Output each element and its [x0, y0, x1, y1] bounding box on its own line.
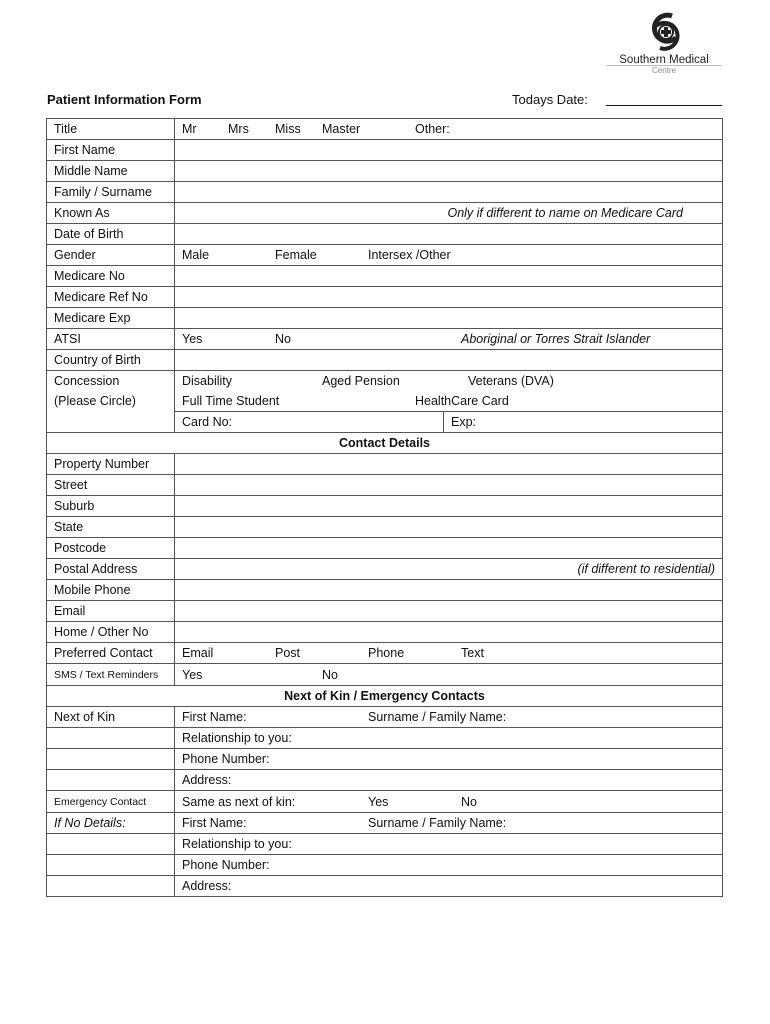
known-as-label: Known As — [47, 203, 175, 224]
emergency-address-label: Address: — [182, 879, 232, 893]
preferred-options[interactable] — [175, 643, 723, 664]
suburb-label: Suburb — [47, 496, 175, 517]
kin-heading: Next of Kin / Emergency Contacts — [47, 686, 723, 707]
first-name-label: First Name — [47, 140, 175, 161]
option-disability[interactable]: Disability — [182, 374, 233, 388]
middle-name-field[interactable] — [175, 161, 723, 182]
logo-name: Southern Medical — [619, 54, 709, 66]
medicare-ref-row — [47, 287, 723, 308]
emergency-option-yes[interactable]: Yes — [368, 795, 389, 809]
postal-label: Postal Address — [47, 559, 175, 580]
dob-row — [47, 224, 723, 245]
street-label: Street — [47, 475, 175, 496]
emergency-same-field[interactable] — [175, 791, 723, 813]
emergency-option-no[interactable]: No — [461, 795, 477, 809]
family-name-row — [47, 182, 723, 203]
emergency-label: Emergency Contact — [54, 796, 147, 808]
mobile-field[interactable] — [175, 580, 723, 601]
first-name-row — [47, 140, 723, 161]
kin-address-field[interactable] — [175, 770, 723, 791]
postal-row — [47, 559, 723, 580]
home-label: Home / Other No — [47, 622, 175, 643]
emergency-same-label: Same as next of kin: — [182, 795, 296, 809]
concession-row-2 — [47, 391, 723, 412]
atsi-label: ATSI — [47, 329, 175, 350]
kin-phone-label: Phone Number: — [182, 752, 270, 766]
state-row — [47, 517, 723, 538]
medicare-no-label: Medicare No — [47, 266, 175, 287]
property-field[interactable] — [175, 454, 723, 475]
contact-heading-row — [47, 433, 723, 454]
home-row — [47, 622, 723, 643]
option-post[interactable]: Post — [275, 646, 301, 660]
option-aged-pension[interactable]: Aged Pension — [322, 374, 400, 388]
kin-spacer-2 — [47, 749, 175, 770]
card-no-field[interactable] — [175, 412, 444, 432]
kin-relationship-label: Relationship to you: — [182, 731, 292, 745]
atsi-row — [47, 329, 723, 350]
street-field[interactable] — [175, 475, 723, 496]
email-label: Email — [47, 601, 175, 622]
card-exp-field[interactable] — [444, 412, 722, 432]
kin-relationship-field[interactable] — [175, 728, 723, 749]
gender-label: Gender — [47, 245, 175, 266]
middle-name-label: Middle Name — [47, 161, 175, 182]
property-row — [47, 454, 723, 475]
kin-relationship-row — [47, 728, 723, 749]
option-full-time-student[interactable]: Full Time Student — [182, 394, 280, 408]
atsi-options[interactable] — [175, 329, 723, 350]
suburb-row — [47, 496, 723, 517]
form-title: Patient Information Form — [47, 92, 202, 107]
kin-address-row — [47, 770, 723, 791]
known-as-row — [47, 203, 723, 224]
option-healthcare-card[interactable]: HealthCare Card — [415, 394, 509, 408]
postcode-label: Postcode — [47, 538, 175, 559]
gender-options[interactable] — [175, 245, 723, 266]
if-no-details-label: If No Details: — [47, 813, 175, 834]
medicare-exp-field[interactable] — [175, 308, 723, 329]
suburb-field[interactable] — [175, 496, 723, 517]
kin-phone-field[interactable] — [175, 749, 723, 770]
todays-date-field[interactable] — [606, 105, 722, 106]
option-email[interactable]: Email — [182, 646, 214, 660]
kin-spacer-3 — [47, 770, 175, 791]
state-label: State — [47, 517, 175, 538]
medicare-ref-field[interactable] — [175, 287, 723, 308]
family-name-label: Family / Surname — [47, 182, 175, 203]
kin-name-row — [47, 707, 723, 728]
email-field[interactable] — [175, 601, 723, 622]
sms-options[interactable] — [175, 664, 723, 686]
country-field[interactable] — [175, 350, 723, 371]
emergency-spacer-2 — [47, 855, 175, 876]
option-veterans[interactable]: Veterans (DVA) — [468, 374, 554, 388]
option-intersex[interactable]: Intersex /Other — [368, 248, 451, 262]
card-exp-label: Exp: — [451, 415, 477, 429]
mobile-row — [47, 580, 723, 601]
kin-label: Next of Kin — [47, 707, 175, 728]
title-row — [47, 119, 723, 140]
email-row — [47, 601, 723, 622]
street-row — [47, 475, 723, 496]
first-name-field[interactable] — [175, 140, 723, 161]
medicare-no-field[interactable] — [175, 266, 723, 287]
emergency-name-field[interactable] — [175, 813, 723, 834]
emergency-address-field[interactable] — [175, 876, 723, 897]
sms-option-no[interactable]: No — [322, 668, 338, 682]
emergency-phone-field[interactable] — [175, 855, 723, 876]
concession-row-1 — [47, 371, 723, 392]
card-no-label: Card No: — [182, 415, 233, 429]
property-label: Property Number — [47, 454, 175, 475]
todays-date-label: Todays Date: — [512, 92, 588, 107]
medical-cross-logo-icon — [606, 12, 726, 54]
home-field[interactable] — [175, 622, 723, 643]
postal-field[interactable] — [175, 559, 723, 580]
family-name-field[interactable] — [175, 182, 723, 203]
kin-phone-row — [47, 749, 723, 770]
medicare-exp-label: Medicare Exp — [47, 308, 175, 329]
sms-label-cell — [47, 664, 175, 686]
known-as-note: Only if different to name on Medicare Card — [447, 206, 683, 220]
emergency-phone-row — [47, 855, 723, 876]
preferred-row — [47, 643, 723, 664]
dob-label: Date of Birth — [47, 224, 175, 245]
option-phone[interactable]: Phone — [368, 646, 405, 660]
kin-address-label: Address: — [182, 773, 232, 787]
medicare-ref-label: Medicare Ref No — [47, 287, 175, 308]
country-label: Country of Birth — [47, 350, 175, 371]
emergency-first-name-label: First Name: — [182, 816, 247, 830]
option-male[interactable]: Male — [182, 248, 210, 262]
kin-surname-label: Surname / Family Name: — [368, 710, 507, 724]
option-female[interactable]: Female — [275, 248, 317, 262]
card-label-spacer — [47, 412, 175, 433]
emergency-relationship-label: Relationship to you: — [182, 837, 292, 851]
concession-label-2: (Please Circle) — [47, 391, 175, 412]
middle-name-row — [47, 161, 723, 182]
emergency-name-row — [47, 813, 723, 834]
option-other[interactable]: Other: — [415, 122, 450, 136]
concession-options-2[interactable] — [175, 391, 723, 412]
patient-info-table — [46, 118, 723, 897]
option-text[interactable]: Text — [461, 646, 484, 660]
option-mrs[interactable]: Mrs — [228, 122, 249, 136]
preferred-label: Preferred Contact — [47, 643, 175, 664]
country-row — [47, 350, 723, 371]
option-mr[interactable]: Mr — [182, 122, 197, 136]
emergency-surname-label: Surname / Family Name: — [368, 816, 507, 830]
logo-subtitle: Centre — [606, 65, 722, 75]
medicare-no-row — [47, 266, 723, 287]
card-row — [47, 412, 723, 433]
emergency-spacer-3 — [47, 876, 175, 897]
option-miss[interactable]: Miss — [275, 122, 301, 136]
title-label: Title — [47, 119, 175, 140]
gender-row — [47, 245, 723, 266]
card-cell — [175, 412, 723, 433]
emergency-relationship-field[interactable] — [175, 834, 723, 855]
emergency-relationship-row — [47, 834, 723, 855]
postcode-field[interactable] — [175, 538, 723, 559]
option-master[interactable]: Master — [322, 122, 361, 136]
sms-option-yes[interactable]: Yes — [182, 668, 203, 682]
emergency-spacer-1 — [47, 834, 175, 855]
concession-label: Concession — [47, 371, 175, 392]
postcode-row — [47, 538, 723, 559]
kin-spacer-1 — [47, 728, 175, 749]
logo — [606, 12, 726, 78]
atsi-note: Aboriginal or Torres Strait Islander — [461, 332, 651, 346]
sms-label: SMS / Text Reminders — [54, 669, 159, 681]
postal-note: (if different to residential) — [577, 562, 715, 576]
sms-row — [47, 664, 723, 686]
dob-field[interactable] — [175, 224, 723, 245]
emergency-row — [47, 791, 723, 813]
mobile-label: Mobile Phone — [47, 580, 175, 601]
title-options[interactable] — [175, 119, 723, 140]
contact-details-heading: Contact Details — [47, 433, 723, 454]
option-yes[interactable]: Yes — [182, 332, 203, 346]
kin-heading-row — [47, 686, 723, 707]
emergency-address-row — [47, 876, 723, 897]
medicare-exp-row — [47, 308, 723, 329]
kin-first-name-label: First Name: — [182, 710, 247, 724]
state-field[interactable] — [175, 517, 723, 538]
option-no[interactable]: No — [275, 332, 291, 346]
known-as-field[interactable] — [175, 203, 723, 224]
emergency-phone-label: Phone Number: — [182, 858, 270, 872]
emergency-label-cell — [47, 791, 175, 813]
kin-name-field[interactable] — [175, 707, 723, 728]
concession-options-1[interactable] — [175, 371, 723, 392]
